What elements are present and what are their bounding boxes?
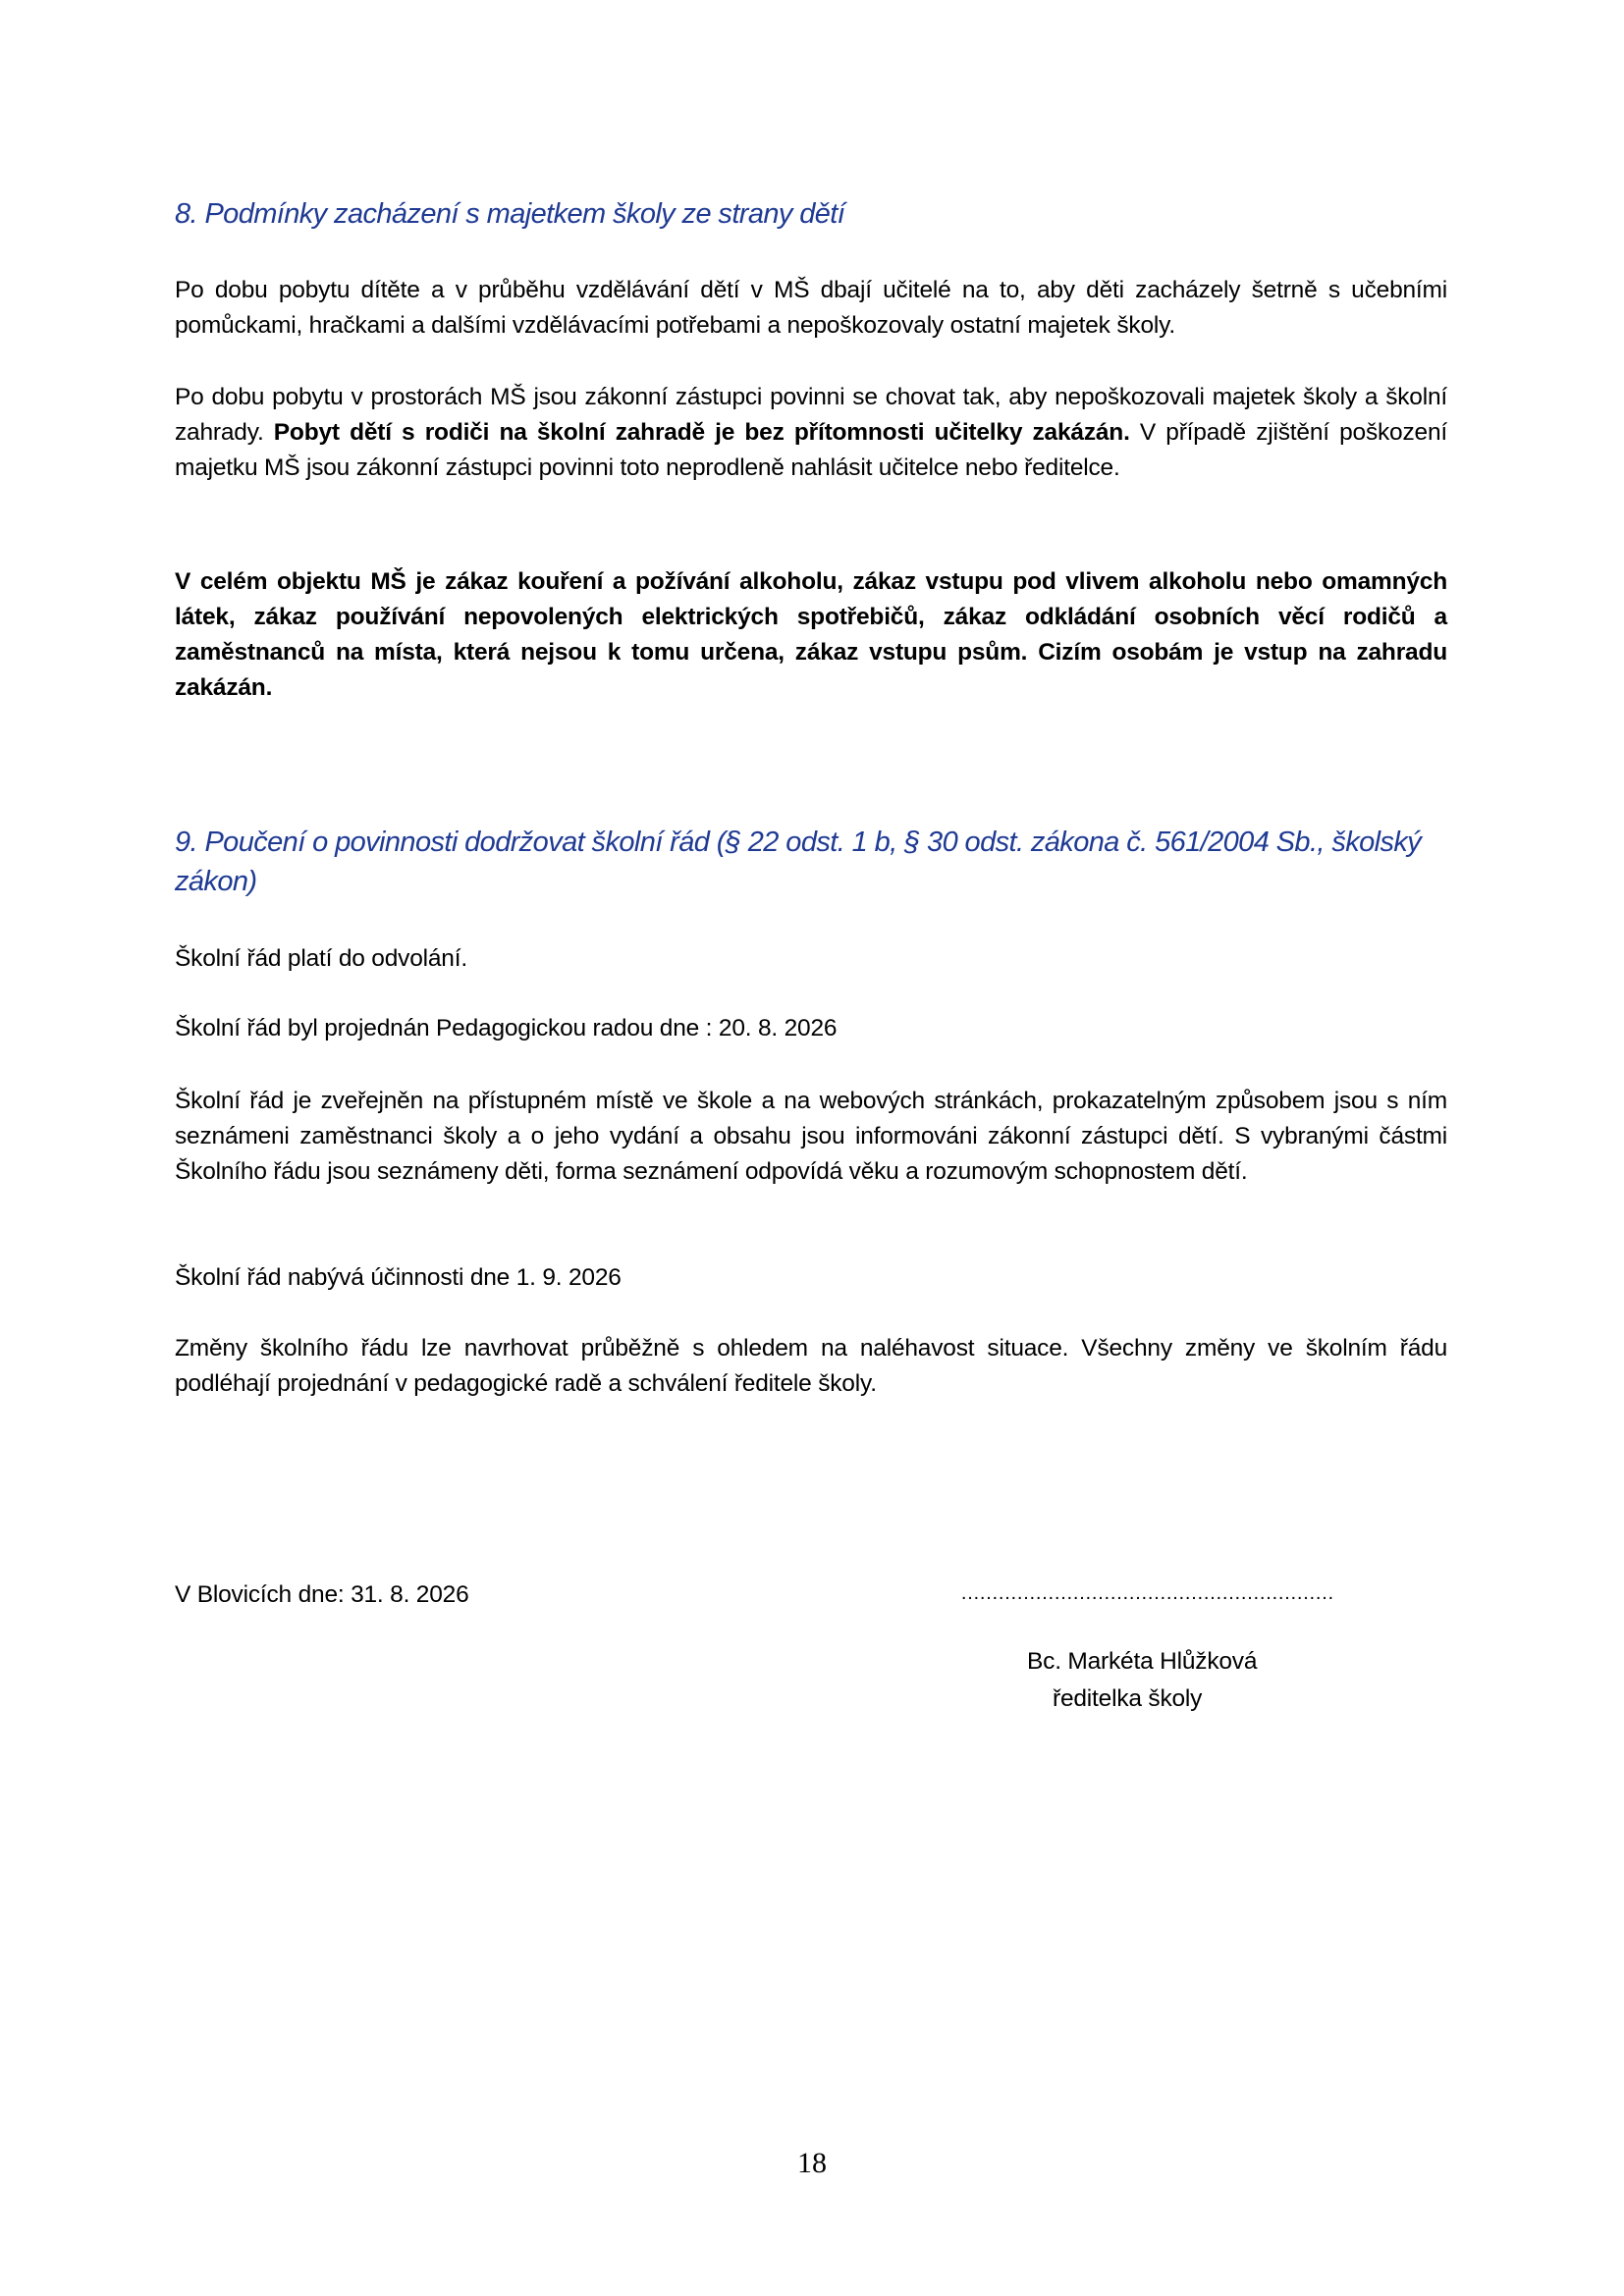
section-9-paragraph-1: Školní řád platí do odvolání.	[175, 945, 467, 972]
signatory-role: ředitelka školy	[1053, 1685, 1203, 1712]
section-8-paragraph-2-bold: Pobyt dětí s rodiči na školní zahradě je bez přítomnosti učitelky zakázán.	[273, 419, 1130, 446]
section-9-paragraph-3: Školní řád je zveřejněn na přístupném místě ve škole a na webových stránkách, prokazatelným způsobem jsou s ním seznámeni zaměstnanci školy a o jeho vydání a obsahu jsou informováni zákonní zástupci dětí. S vybranými částmi Školního řádu jsou seznámeny děti, forma seznámení odpovídá věku a rozumovým schopnostem dětí.	[175, 1088, 1447, 1185]
section-9-paragraph-2: Školní řád byl projednán Pedagogickou radou dne : 20. 8. 2026	[175, 1015, 838, 1041]
section-9-paragraph-5: Změny školního řádu lze navrhovat průběžně s ohledem na naléhavost situace. Všechny změny ve školním řádu podléhají projednání v pedagogické radě a schválení ředitele školy.	[175, 1335, 1447, 1397]
page-number: 18	[797, 2147, 827, 2179]
section-8-paragraph-2	[175, 380, 1447, 486]
signature-line: ……………………………………………………	[960, 1582, 1333, 1604]
section-9-paragraph-4: Školní řád nabývá účinnosti dne 1. 9. 2026	[175, 1264, 622, 1291]
section-8-paragraph-2-end: V případě zjištění poškození majetku MŠ jsou zákonní zástupci povinni toto neprodleně nahlásit učitelce nebo ředitelce.	[175, 419, 1447, 481]
section-8-paragraph-3: V celém objektu MŠ je zákaz kouření a požívání alkoholu, zákaz vstupu pod vlivem alkoholu nebo omamných látek, zákaz používání nepovolených elektrických spotřebičů, zákaz odkládání osobních věcí rodičů a zaměstnanců na místa, která nejsou k tomu určena, zákaz vstupu psům. Cizím osobám je vstup na zahradu zakázán.	[175, 568, 1447, 701]
signature-place-date: V Blovicích dne: 31. 8. 2026	[175, 1581, 469, 1608]
section-9-heading: 9. Poučení o povinnosti dodržovat školní řád (§ 22 odst. 1 b, § 30 odst. zákona č. 561/2004 Sb., školský zákon)	[175, 827, 1422, 897]
section-8-paragraph-2-start: Po dobu pobytu v prostorách MŠ jsou zákonní zástupci povinni se chovat tak, aby nepoškozovali majetek školy a školní zahrady.	[175, 384, 1447, 446]
signatory-name: Bc. Markéta Hlůžková	[1027, 1648, 1258, 1675]
section-8-paragraph-1: Po dobu pobytu dítěte a v průběhu vzdělávání dětí v MŠ dbají učitelé na to, aby děti zacházely šetrně s učebními pomůckami, hračkami a dalšími vzdělávacími potřebami a nepoškozovaly ostatní majetek školy.	[175, 277, 1447, 339]
section-8-heading: 8. Podmínky zacházení s majetkem školy ze strany dětí	[175, 198, 845, 230]
